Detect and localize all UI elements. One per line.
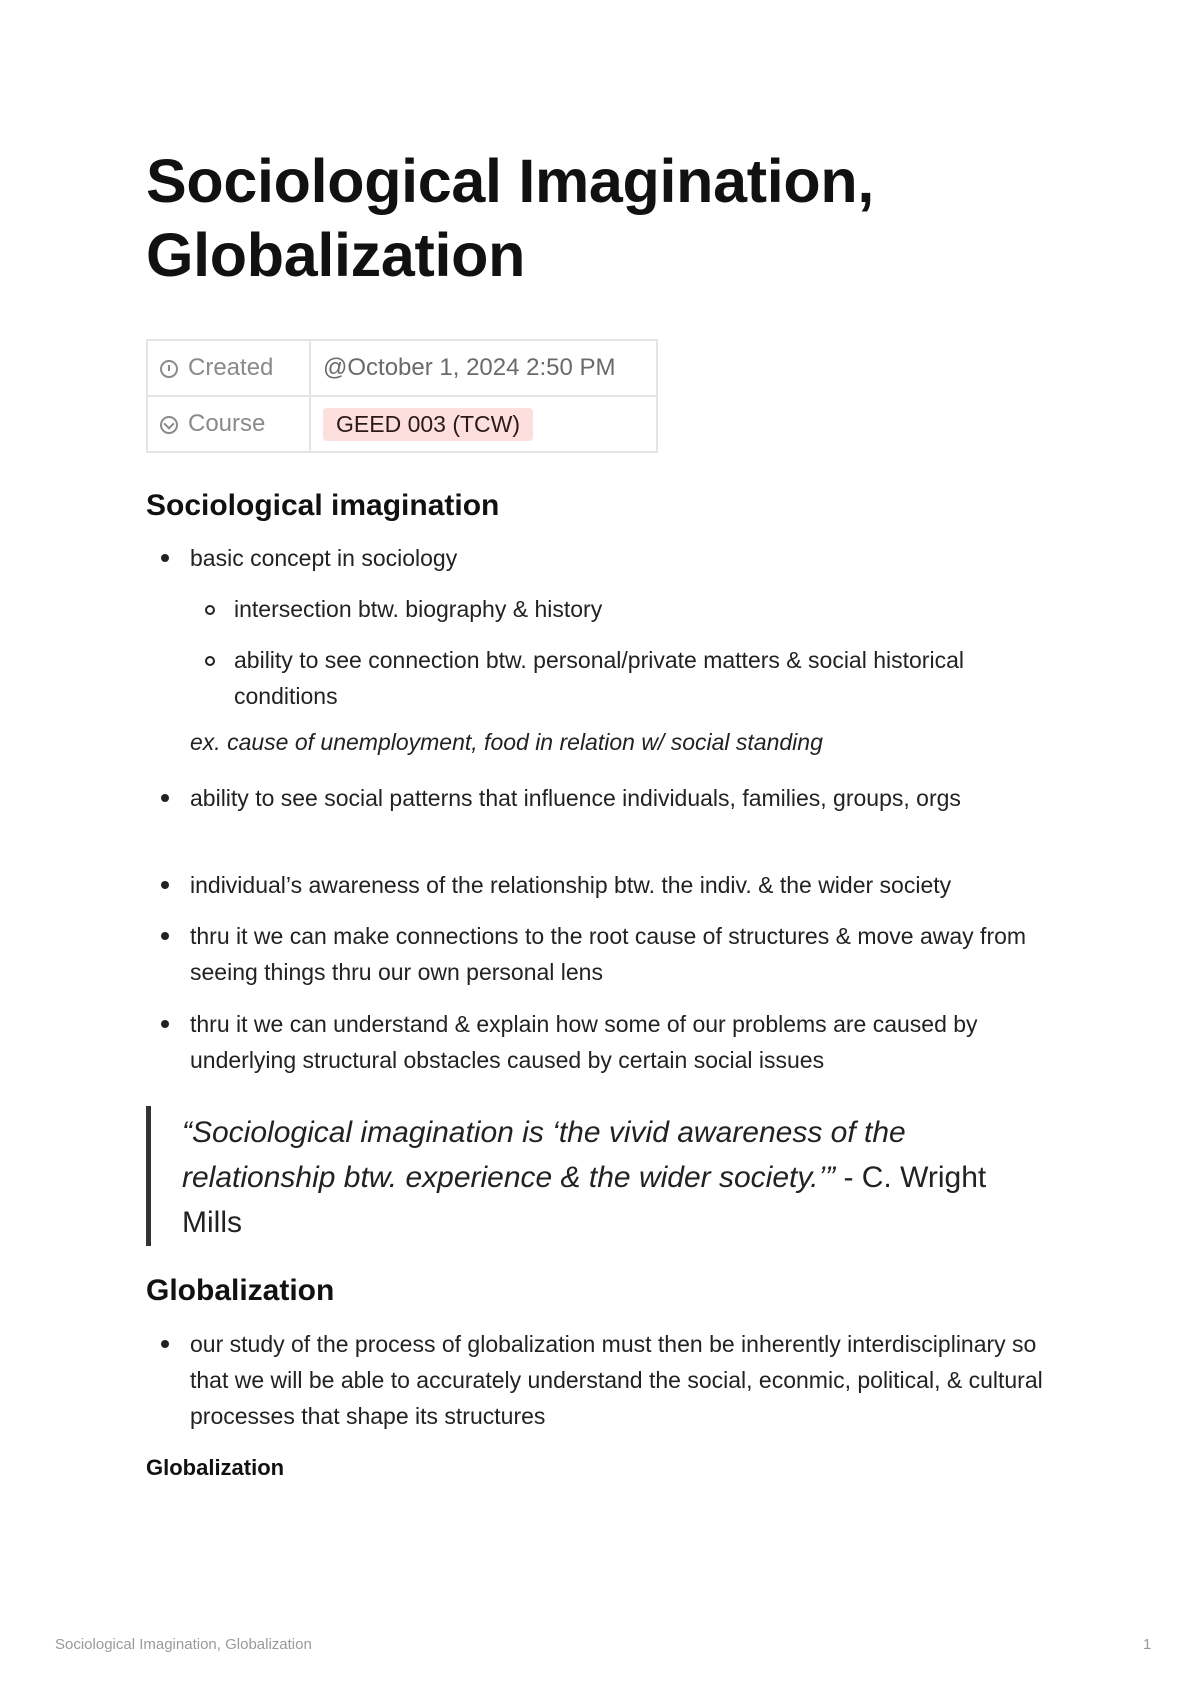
course-label: Course xyxy=(188,410,266,437)
title-line-2: Globalization xyxy=(146,221,526,289)
section-heading-sociological-imagination: Sociological imagination xyxy=(146,489,500,522)
page-title xyxy=(146,144,874,292)
quote-paragraph xyxy=(151,1106,1051,1245)
property-key-course xyxy=(147,396,310,452)
course-tag[interactable]: GEED 003 (TCW) xyxy=(323,408,533,441)
example-text: ex. cause of unemployment, food in relation w/ social standing xyxy=(190,729,823,755)
property-value-course xyxy=(310,396,657,452)
clock-icon xyxy=(160,360,178,378)
list-item-nested: intersection btw. biography & history xyxy=(234,591,1024,627)
list-item: our study of the process of globalization must then be inherently interdisciplinary so that we will be able to accurately understand the social, econmic, political, & cultural processes that shape its structures xyxy=(190,1326,1060,1434)
select-icon xyxy=(160,416,178,434)
footer-page-number: 1 xyxy=(1143,1636,1152,1653)
quote-text: “Sociological imagination is ‘the vivid awareness of the relationship btw. experience & the wider society.’” xyxy=(182,1116,906,1194)
created-value[interactable]: @October 1, 2024 2:50 PM xyxy=(310,340,657,396)
property-row-course xyxy=(147,396,657,452)
quote-block xyxy=(146,1106,1051,1246)
property-row-created xyxy=(147,340,657,396)
list-item-nested: ability to see connection btw. personal/private matters & social historical conditions xyxy=(234,642,1024,714)
list-item: basic concept in sociology xyxy=(190,540,1060,576)
title-line-1: Sociological Imagination, xyxy=(146,147,874,215)
properties-table xyxy=(146,339,658,453)
created-label: Created xyxy=(188,354,274,381)
quote-attribution: - C. Wright Mills xyxy=(182,1161,987,1239)
list-item: individual’s awareness of the relationship btw. the indiv. & the wider society xyxy=(190,867,1060,903)
section-heading-globalization: Globalization xyxy=(146,1274,335,1307)
list-item: thru it we can make connections to the root cause of structures & move away from seeing things thru our own personal lens xyxy=(190,918,1060,990)
property-key-created xyxy=(147,340,310,396)
list-item: ability to see social patterns that influence individuals, families, groups, orgs xyxy=(190,780,1060,816)
footer-doc-title: Sociological Imagination, Globalization xyxy=(55,1636,312,1653)
list-item: thru it we can understand & explain how some of our problems are caused by underlying structural obstacles caused by certain social issues xyxy=(190,1006,1060,1078)
subheading-globalization: Globalization xyxy=(146,1455,285,1480)
